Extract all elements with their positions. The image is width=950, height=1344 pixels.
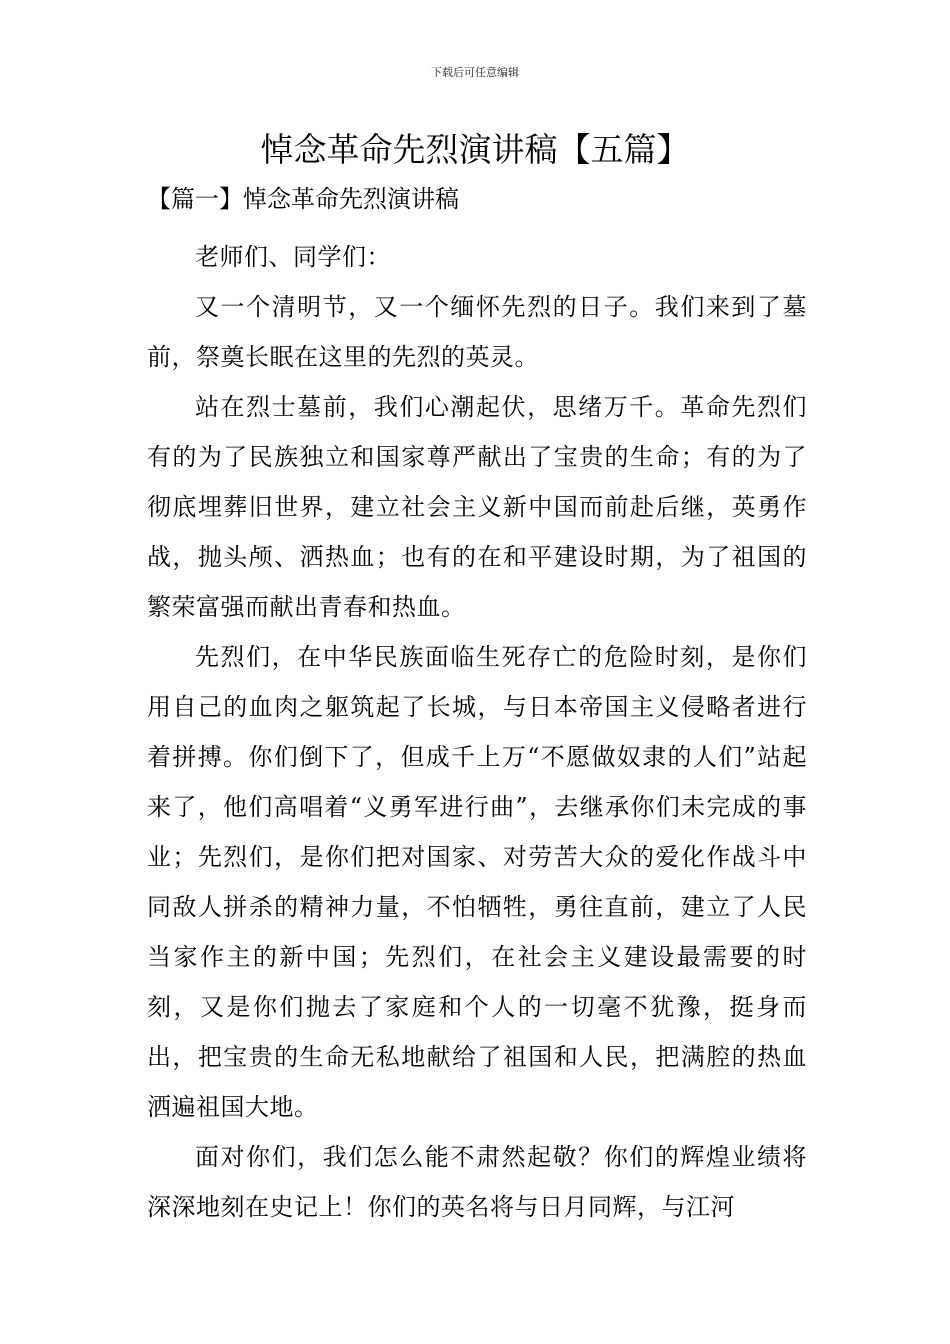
paragraph: 站在烈士墓前，我们心潮起伏，思绪万千。革命先烈们有的为了民族独立和国家尊严献出了宝贵的生命；有的为了彻底埋葬旧世界，建立社会主义新中国而前赴后继，英勇作战，抛头颅、洒热血；也有的在和平建设时期，为了祖国的繁荣富强而献出青春和热血。 bbox=[147, 393, 807, 621]
section-heading: 【篇一】悼念革命先烈演讲稿 bbox=[147, 185, 459, 213]
paragraph-greeting: 老师们、同学们： bbox=[195, 243, 391, 271]
header-note: 下载后可任意编辑 bbox=[431, 66, 519, 79]
paragraph: 先烈们，在中华民族面临生死存亡的危险时刻，是你们用自己的血肉之躯筑起了长城，与日本帝国主义侵略者进行着拼搏。你们倒下了，但成千上万“不愿做奴隶的人们”站起来了，他们高唱着“义勇军进行曲”，去继承你们未完成的事业；先烈们，是你们把对国家、对劳苦大众的爱化作战斗中同敌人拼杀的精神力量，不怕牺牲，勇往直前，建立了人民当家作主的新中国；先烈们，在社会主义建设最需要的时刻，又是你们抛去了家庭和个人的一切毫不犹豫，挺身而出，把宝贵的生命无私地献给了祖国和人民，把满腔的热血洒遍祖国大地。 bbox=[147, 643, 807, 1121]
body-text bbox=[147, 232, 807, 1232]
paragraph: 又一个清明节，又一个缅怀先烈的日子。我们来到了墓前，祭奠长眠在这里的先烈的英灵。 bbox=[147, 293, 807, 371]
paragraph: 面对你们，我们怎么能不肃然起敬？你们的辉煌业绩将深深地刻在史记上！你们的英名将与日月同辉，与江河 bbox=[147, 1143, 807, 1221]
document-title: 悼念革命先烈演讲稿【五篇】 bbox=[260, 130, 690, 169]
